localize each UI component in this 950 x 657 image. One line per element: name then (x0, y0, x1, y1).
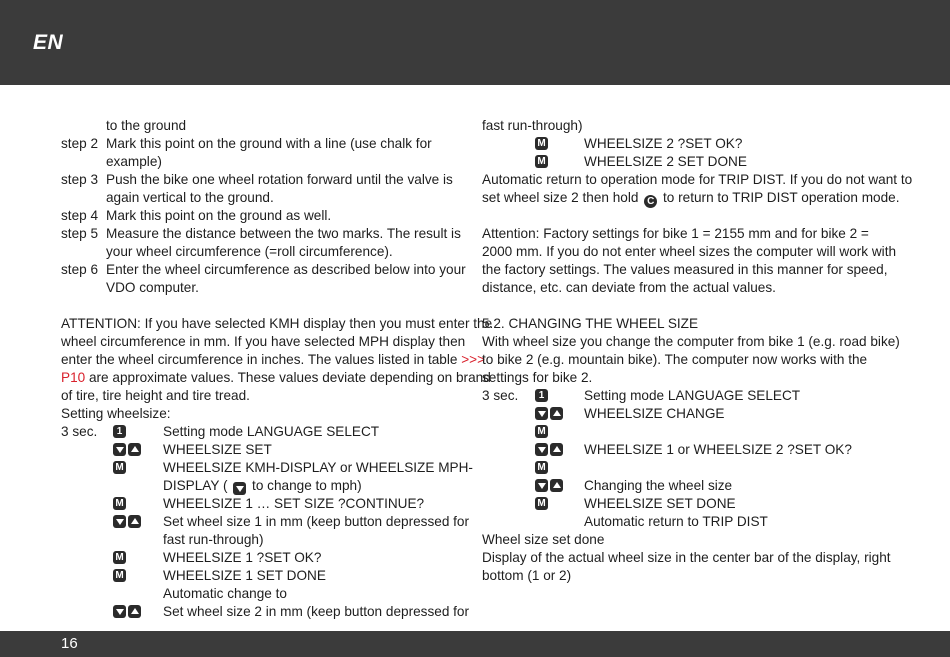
text-line: WHEELSIZE 1 or WHEELSIZE 2 ?SET OK? (584, 442, 852, 457)
text-line: With wheel size you change the computer from bike 1 (e.g. road bike) (482, 334, 900, 349)
step-label: step 3 (61, 172, 99, 187)
text-line: VDO computer. (106, 280, 199, 295)
m-button-icon: M (535, 425, 548, 438)
text-line (163, 477, 362, 495)
key-icons (113, 515, 141, 528)
text-line (482, 189, 900, 208)
text-line: your wheel circumference (=roll circumference). (106, 244, 393, 259)
key-icons (535, 137, 548, 150)
arrow-up-icon (128, 443, 141, 456)
key-icons (535, 155, 548, 168)
text-line: WHEELSIZE KMH-DISPLAY or WHEELSIZE MPH- (163, 460, 473, 475)
text-line: of tire, tire height and tire tread. (61, 388, 250, 403)
table-link-arrows[interactable]: >>> (461, 352, 486, 367)
text-line (61, 369, 491, 387)
text-line: Push the bike one wheel rotation forward until the valve is (106, 172, 453, 187)
text-line: WHEELSIZE 1 … SET SIZE ?CONTINUE? (163, 496, 425, 511)
text-line: WHEELSIZE 2 SET DONE (584, 154, 747, 169)
key-icons (535, 425, 548, 438)
section-title: 5.2. CHANGING THE WHEEL SIZE (482, 316, 699, 331)
text-line: Set wheel size 1 in mm (keep button depressed for (163, 514, 470, 529)
text-line: to bike 2 (e.g. mountain bike). The computer now works with the (482, 352, 868, 367)
m-button-icon: M (535, 497, 548, 510)
text-line: WHEELSIZE 1 SET DONE (163, 568, 326, 583)
arrow-down-icon (113, 515, 126, 528)
text-span: to return to TRIP DIST operation mode. (663, 190, 900, 205)
step-label: step 2 (61, 136, 99, 151)
text-line: Automatic change to (163, 586, 287, 601)
step-label: step 4 (61, 208, 99, 223)
text-line: wheel circumference in mm. If you have selected MPH display then (61, 334, 466, 349)
m-button-icon: M (535, 155, 548, 168)
text-line: WHEELSIZE 1 ?SET OK? (163, 550, 322, 565)
m-button-icon: M (113, 497, 126, 510)
arrow-down-icon (535, 443, 548, 456)
text-line: Enter the wheel circumference as described below into your (106, 262, 466, 277)
key-icons (535, 443, 563, 456)
left-column (61, 117, 493, 621)
text-span: DISPLAY ( (163, 478, 228, 493)
text-span: enter the wheel circumference in inches. The values listed in table (61, 352, 458, 367)
key-icons (535, 407, 563, 420)
text-line: Wheel size set done (482, 532, 605, 547)
key-icons (535, 461, 548, 474)
text-line: Attention: Factory settings for bike 1 = 2155 mm and for bike 2 = (482, 226, 869, 241)
key-icons (113, 605, 141, 618)
arrow-down-icon (113, 605, 126, 618)
text-line: Setting mode LANGUAGE SELECT (584, 388, 801, 403)
text-line: distance, etc. can deviate from the actual values. (482, 280, 776, 295)
text-line: WHEELSIZE SET DONE (584, 496, 736, 511)
text-line: Setting mode LANGUAGE SELECT (163, 424, 380, 439)
arrow-down-icon (535, 479, 548, 492)
arrow-down-icon (233, 482, 246, 495)
arrow-up-icon (128, 515, 141, 528)
step-label: 3 sec. (482, 388, 519, 403)
key-icons (535, 479, 563, 492)
text-line: fast run-through) (163, 532, 264, 547)
text-line: Automatic return to TRIP DIST (584, 514, 768, 529)
text-line: Automatic return to operation mode for TRIP DIST. If you do not want to (482, 172, 913, 187)
key-icons (113, 443, 141, 456)
text-line: again vertical to the ground. (106, 190, 274, 205)
c-button-icon: C (644, 195, 657, 208)
m-button-icon: M (535, 461, 548, 474)
text-line: Measure the distance between the two marks. The result is (106, 226, 461, 241)
text-line: Set wheel size 2 in mm (keep button depressed for (163, 604, 470, 619)
text-line: settings for bike 2. (482, 370, 593, 385)
right-column (482, 117, 913, 585)
step-label: step 6 (61, 262, 99, 277)
text-line: the factory settings. The values measured in this manner for speed, (482, 262, 888, 277)
arrow-up-icon (550, 407, 563, 420)
text-line: to the ground (106, 118, 187, 133)
text-line: example) (106, 154, 162, 169)
arrow-down-icon (535, 407, 548, 420)
table-link-page[interactable]: P10 (61, 370, 86, 385)
m-button-icon: M (113, 461, 126, 474)
language-label: EN (33, 31, 64, 54)
text-line: fast run-through) (482, 118, 583, 133)
text-line: Mark this point on the ground with a line (use chalk for (106, 136, 432, 151)
arrow-up-icon (128, 605, 141, 618)
m-button-icon: M (113, 551, 126, 564)
text-span: set wheel size 2 then hold (482, 190, 639, 205)
key-icons (113, 551, 126, 564)
page-header (0, 0, 950, 85)
arrow-up-icon (550, 443, 563, 456)
text-line (61, 351, 485, 369)
text-line: Mark this point on the ground as well. (106, 208, 332, 223)
step-label: 3 sec. (61, 424, 98, 439)
arrow-down-icon (113, 443, 126, 456)
key-icons (113, 425, 126, 438)
text-line: Setting wheelsize: (61, 406, 171, 421)
step-label: step 5 (61, 226, 99, 241)
text-line: WHEELSIZE SET (163, 442, 272, 457)
page-number: 16 (61, 635, 78, 652)
text-line: Display of the actual wheel size in the center bar of the display, right (482, 550, 891, 565)
key-icons (113, 497, 126, 510)
button-1-icon: 1 (535, 389, 548, 402)
text-line: ATTENTION: If you have selected KMH display then you must enter the (61, 316, 493, 331)
text-span: are approximate values. These values deviate depending on brand (88, 370, 491, 385)
key-icons (113, 461, 126, 474)
key-icons (113, 569, 126, 582)
text-line: Changing the wheel size (584, 478, 733, 493)
text-line: 2000 mm. If you do not enter wheel sizes the computer will work with (482, 244, 897, 259)
m-button-icon: M (113, 569, 126, 582)
m-button-icon: M (535, 137, 548, 150)
key-icons (535, 497, 548, 510)
text-line: WHEELSIZE 2 ?SET OK? (584, 136, 743, 151)
key-icons (535, 389, 548, 402)
text-line: bottom (1 or 2) (482, 568, 572, 583)
text-line: WHEELSIZE CHANGE (584, 406, 725, 421)
page-footer (0, 631, 950, 657)
arrow-up-icon (550, 479, 563, 492)
button-1-icon: 1 (113, 425, 126, 438)
text-span: to change to mph) (252, 478, 362, 493)
